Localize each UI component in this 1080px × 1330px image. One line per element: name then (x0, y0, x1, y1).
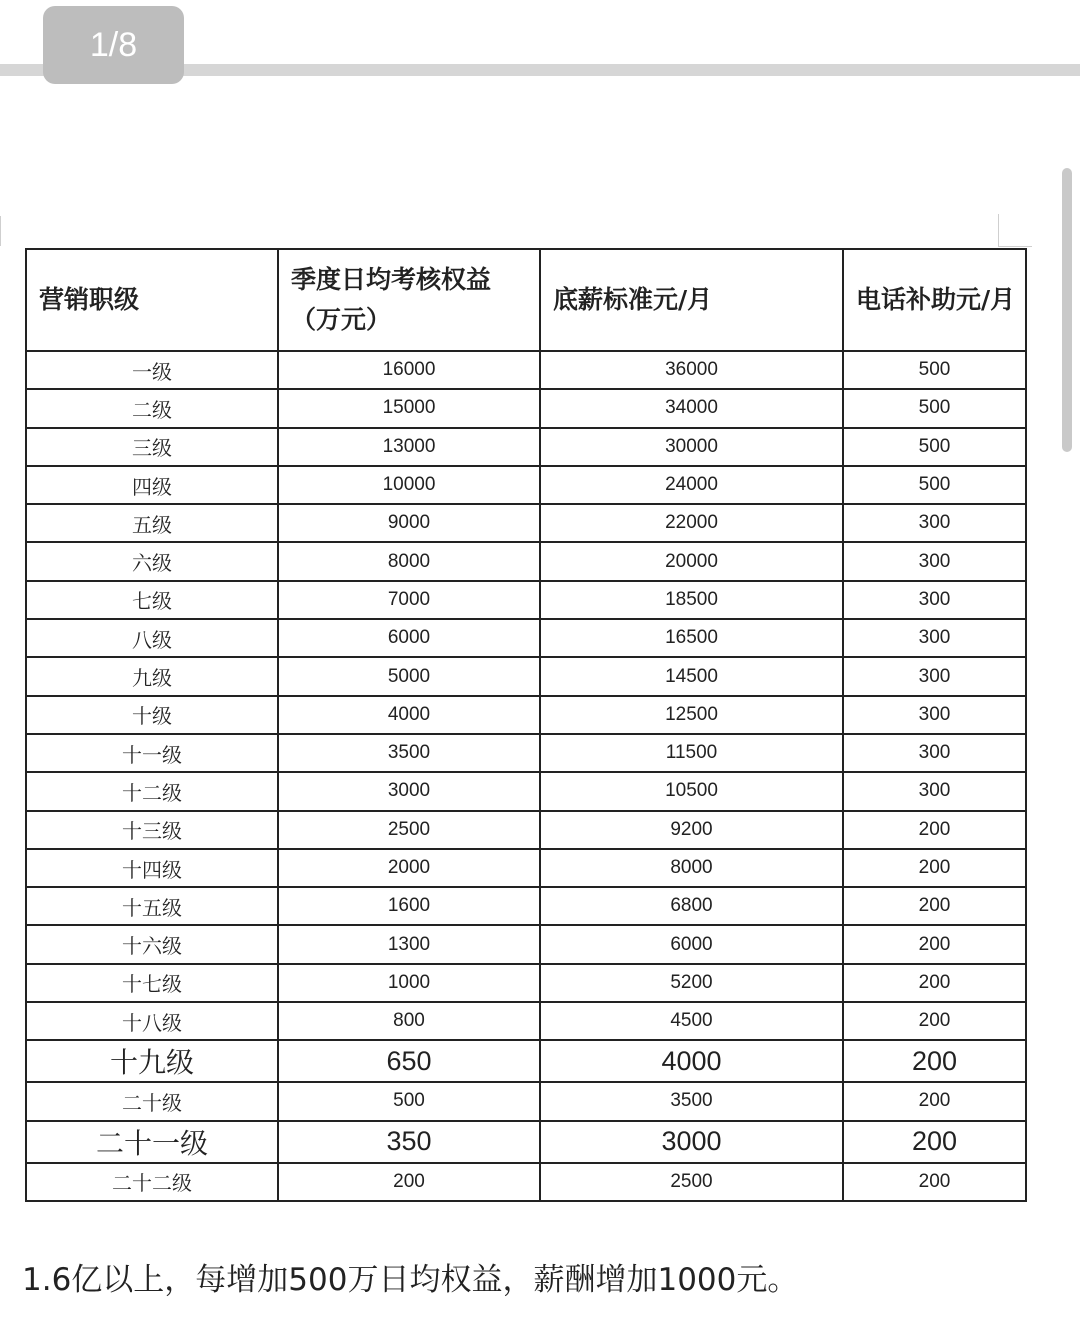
header-equity: 季度日均考核权益（万元） (278, 249, 540, 351)
equity-cell: 9000 (278, 504, 540, 542)
base-salary-cell: 2500 (540, 1163, 843, 1201)
phone-allowance-cell: 500 (843, 389, 1026, 427)
phone-allowance-cell: 300 (843, 657, 1026, 695)
grade-cell: 二十一级 (26, 1121, 278, 1163)
base-salary-cell: 4500 (540, 1002, 843, 1040)
grade-cell: 二十级 (26, 1082, 278, 1120)
table-row (26, 696, 1026, 734)
table-row (26, 1002, 1026, 1040)
base-salary-cell: 3000 (540, 1121, 843, 1163)
grade-cell: 十三级 (26, 811, 278, 849)
phone-allowance-cell: 200 (843, 887, 1026, 925)
phone-allowance-cell: 300 (843, 772, 1026, 810)
equity-cell: 650 (278, 1040, 540, 1082)
table-row (26, 811, 1026, 849)
phone-allowance-cell: 200 (843, 964, 1026, 1002)
table-row (26, 887, 1026, 925)
footnote: 1.6亿以上，每增加500万日均权益，薪酬增加1000元。 (22, 1262, 799, 1298)
grade-cell: 十七级 (26, 964, 278, 1002)
grade-cell: 八级 (26, 619, 278, 657)
equity-cell: 8000 (278, 542, 540, 580)
table-row (26, 389, 1026, 427)
base-salary-cell: 5200 (540, 964, 843, 1002)
equity-cell: 1000 (278, 964, 540, 1002)
phone-allowance-cell: 200 (843, 1082, 1026, 1120)
equity-cell: 350 (278, 1121, 540, 1163)
equity-cell: 1600 (278, 887, 540, 925)
table-row (26, 734, 1026, 772)
equity-cell: 200 (278, 1163, 540, 1201)
equity-cell: 500 (278, 1082, 540, 1120)
base-salary-cell: 11500 (540, 734, 843, 772)
salary-grade-table (25, 248, 1027, 1202)
phone-allowance-cell: 500 (843, 351, 1026, 389)
equity-cell: 5000 (278, 657, 540, 695)
page-indicator[interactable]: 1/8 (43, 6, 184, 84)
phone-allowance-cell: 200 (843, 849, 1026, 887)
table-row (26, 466, 1026, 504)
base-salary-cell: 36000 (540, 351, 843, 389)
equity-cell: 15000 (278, 389, 540, 427)
grade-cell: 一级 (26, 351, 278, 389)
equity-cell: 1300 (278, 925, 540, 963)
grade-cell: 二级 (26, 389, 278, 427)
equity-cell: 10000 (278, 466, 540, 504)
table-row (26, 964, 1026, 1002)
table-row (26, 1121, 1026, 1163)
equity-cell: 800 (278, 1002, 540, 1040)
phone-allowance-cell: 500 (843, 466, 1026, 504)
grade-cell: 十六级 (26, 925, 278, 963)
grade-cell: 十二级 (26, 772, 278, 810)
phone-allowance-cell: 200 (843, 1002, 1026, 1040)
grade-cell: 七级 (26, 581, 278, 619)
phone-allowance-cell: 300 (843, 542, 1026, 580)
base-salary-cell: 12500 (540, 696, 843, 734)
table-row (26, 581, 1026, 619)
phone-allowance-cell: 200 (843, 1163, 1026, 1201)
table-row (26, 504, 1026, 542)
grade-cell: 十五级 (26, 887, 278, 925)
table-body (26, 351, 1026, 1201)
equity-cell: 2500 (278, 811, 540, 849)
base-salary-cell: 8000 (540, 849, 843, 887)
grade-cell: 十八级 (26, 1002, 278, 1040)
grade-cell: 二十二级 (26, 1163, 278, 1201)
table-row (26, 1163, 1026, 1201)
phone-allowance-cell: 300 (843, 619, 1026, 657)
table-header-row (26, 249, 1026, 351)
table-row (26, 657, 1026, 695)
base-salary-cell: 18500 (540, 581, 843, 619)
base-salary-cell: 24000 (540, 466, 843, 504)
grade-cell: 十四级 (26, 849, 278, 887)
phone-allowance-cell: 300 (843, 581, 1026, 619)
header-base-salary: 底薪标准元/月 (540, 249, 843, 351)
equity-cell: 3500 (278, 734, 540, 772)
base-salary-cell: 22000 (540, 504, 843, 542)
table-row (26, 428, 1026, 466)
equity-cell: 13000 (278, 428, 540, 466)
phone-allowance-cell: 200 (843, 1121, 1026, 1163)
base-salary-cell: 16500 (540, 619, 843, 657)
base-salary-cell: 6800 (540, 887, 843, 925)
equity-cell: 4000 (278, 696, 540, 734)
table-row (26, 925, 1026, 963)
grade-cell: 九级 (26, 657, 278, 695)
table-row (26, 1082, 1026, 1120)
base-salary-cell: 9200 (540, 811, 843, 849)
phone-allowance-cell: 200 (843, 1040, 1026, 1082)
table-row (26, 1040, 1026, 1082)
equity-cell: 7000 (278, 581, 540, 619)
table-row (26, 351, 1026, 389)
page-corner-mark (0, 216, 1, 246)
base-salary-cell: 20000 (540, 542, 843, 580)
grade-cell: 四级 (26, 466, 278, 504)
table-row (26, 772, 1026, 810)
table-row (26, 849, 1026, 887)
phone-allowance-cell: 300 (843, 734, 1026, 772)
equity-cell: 3000 (278, 772, 540, 810)
equity-cell: 6000 (278, 619, 540, 657)
scrollbar-thumb[interactable] (1062, 168, 1072, 452)
table-row (26, 542, 1026, 580)
base-salary-cell: 14500 (540, 657, 843, 695)
grade-cell: 十一级 (26, 734, 278, 772)
grade-cell: 六级 (26, 542, 278, 580)
base-salary-cell: 10500 (540, 772, 843, 810)
phone-allowance-cell: 500 (843, 428, 1026, 466)
table-row (26, 619, 1026, 657)
phone-allowance-cell: 200 (843, 811, 1026, 849)
phone-allowance-cell: 300 (843, 504, 1026, 542)
base-salary-cell: 3500 (540, 1082, 843, 1120)
header-phone-allowance: 电话补助元/月 (843, 249, 1026, 351)
equity-cell: 16000 (278, 351, 540, 389)
phone-allowance-cell: 300 (843, 696, 1026, 734)
page-corner-mark (998, 214, 999, 246)
base-salary-cell: 6000 (540, 925, 843, 963)
grade-cell: 五级 (26, 504, 278, 542)
base-salary-cell: 34000 (540, 389, 843, 427)
base-salary-cell: 30000 (540, 428, 843, 466)
phone-allowance-cell: 200 (843, 925, 1026, 963)
page-corner-mark (998, 246, 1032, 247)
grade-cell: 十九级 (26, 1040, 278, 1082)
header-grade: 营销职级 (26, 249, 278, 351)
equity-cell: 2000 (278, 849, 540, 887)
grade-cell: 十级 (26, 696, 278, 734)
base-salary-cell: 4000 (540, 1040, 843, 1082)
grade-cell: 三级 (26, 428, 278, 466)
